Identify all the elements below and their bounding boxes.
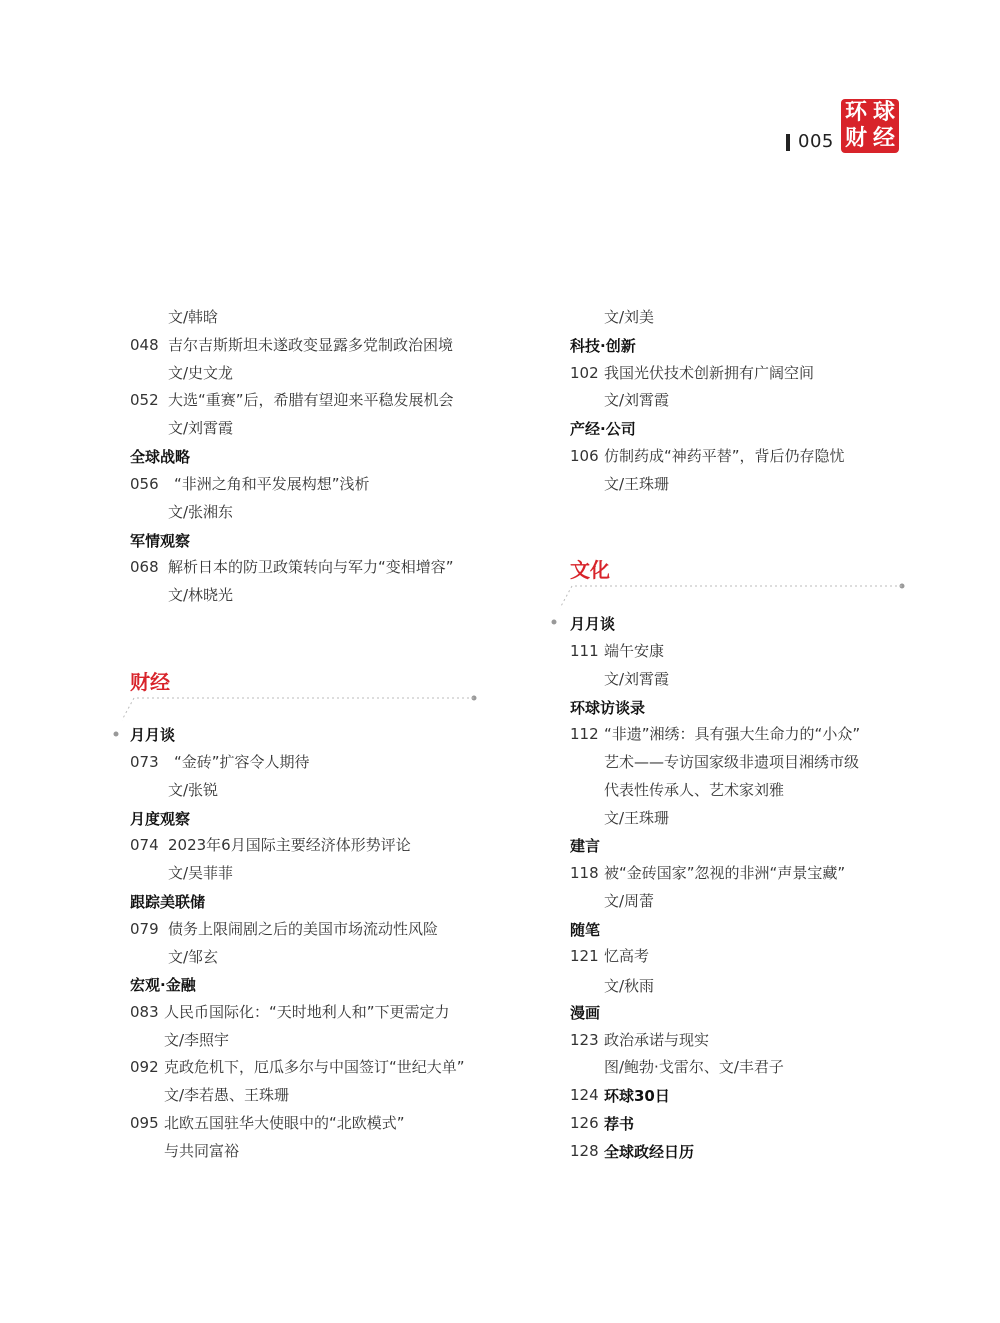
toc-page-number: 052 [130, 391, 159, 409]
category-heading: 军情观察 [130, 532, 191, 550]
seal-char: 财 [844, 126, 867, 151]
toc-title[interactable]: 解析日本的防卫政策转向与军力“变相增容” [168, 558, 454, 576]
toc-page-number: 102 [570, 364, 599, 382]
toc-title[interactable]: 端午安康 [604, 642, 665, 660]
toc-author: 文/刘霄霞 [604, 391, 670, 409]
toc-page-number: 123 [570, 1031, 599, 1049]
toc-author: 图/鲍勃·戈雷尔、文/丰君子 [604, 1058, 784, 1076]
category-heading: 月月谈 [570, 615, 616, 633]
toc-page-number: 074 [130, 836, 159, 854]
toc-title[interactable]: “非洲之角和平发展构想”浅析 [174, 475, 370, 493]
toc-title[interactable]: 大选“重赛”后，希腊有望迎来平稳发展机会 [168, 391, 454, 409]
toc-author: 文/张锐 [168, 781, 219, 799]
toc-page-number: 118 [570, 864, 599, 882]
section-title-wenhua: 文化 [570, 558, 610, 582]
toc-page-number: 095 [130, 1114, 159, 1132]
toc-author: 文/林晓光 [168, 586, 234, 604]
toc-author: 文/王珠珊 [604, 475, 670, 493]
toc-title[interactable]: “金砖”扩容令人期待 [174, 753, 310, 771]
page-number-bar [786, 134, 790, 151]
toc-page-number: 092 [130, 1058, 159, 1076]
toc-author: 文/秋雨 [604, 977, 655, 995]
toc-page-number: 124 [570, 1086, 599, 1104]
seal-char: 经 [872, 126, 895, 151]
toc-page-number: 056 [130, 475, 159, 493]
toc-title[interactable]: 我国光伏技术创新拥有广阔空间 [604, 364, 815, 382]
toc-author: 文/周蕾 [604, 892, 655, 910]
toc-title[interactable]: 克政危机下，厄瓜多尔与中国签订“世纪大单” [164, 1058, 465, 1076]
category-heading: 漫画 [570, 1004, 601, 1022]
toc-page-number: 121 [570, 947, 599, 965]
category-heading: 产经·公司 [570, 420, 636, 438]
section-title-caijing: 财经 [130, 670, 170, 694]
seal-char: 球 [872, 100, 895, 125]
toc-title[interactable]: 吉尔吉斯斯坦未遂政变显露多党制政治困境 [168, 336, 454, 354]
toc-title[interactable]: “非遗”湘绣：具有强大生命力的“小众” [604, 725, 861, 743]
toc-author: 文/李若愚、王珠珊 [164, 1086, 290, 1104]
toc-page-number: 106 [570, 447, 599, 465]
category-heading: 随笔 [570, 921, 601, 939]
toc-author: 文/李照宇 [164, 1031, 230, 1049]
toc-author: 文/韩晗 [168, 308, 219, 326]
toc-title[interactable]: 债务上限闹剧之后的美国市场流动性风险 [168, 920, 439, 938]
toc-author: 文/刘霄霞 [168, 419, 234, 437]
toc-author: 文/王珠珊 [604, 809, 670, 827]
toc-page-number: 079 [130, 920, 159, 938]
toc-title[interactable]: 人民币国际化：“天时地利人和”下更需定力 [164, 1003, 450, 1021]
toc-title[interactable]: 忆高考 [604, 947, 650, 965]
toc-page-number: 083 [130, 1003, 159, 1021]
category-heading: 建言 [570, 837, 601, 855]
magazine-logo-seal [842, 100, 898, 152]
toc-page-number: 068 [130, 558, 159, 576]
toc-page-number: 111 [570, 642, 599, 660]
page-number: 005 [798, 131, 834, 152]
toc-title[interactable]: 政治承诺与现实 [604, 1031, 710, 1049]
toc-title-continued[interactable]: 代表性传承人、艺术家刘雅 [604, 781, 785, 799]
toc-title[interactable]: 荐书 [604, 1115, 635, 1133]
category-heading: 全球战略 [130, 448, 191, 466]
category-heading: 跟踪美联储 [130, 893, 206, 911]
toc-author: 文/刘霄霞 [604, 670, 670, 688]
toc-page-number: 128 [570, 1142, 599, 1160]
toc-author: 文/张湘东 [168, 503, 234, 521]
toc-title-continued[interactable]: 与共同富裕 [164, 1142, 240, 1160]
toc-title[interactable]: 2023年6月国际主要经济体形势评论 [168, 836, 411, 854]
toc-page-number: 048 [130, 336, 159, 354]
toc-author: 文/吴菲菲 [168, 864, 234, 882]
toc-title[interactable]: 北欧五国驻华大使眼中的“北欧模式” [164, 1114, 405, 1132]
category-heading: 宏观·金融 [130, 976, 196, 994]
toc-page-number: 112 [570, 725, 599, 743]
toc-title[interactable]: 仿制药成“神药平替”，背后仍存隐忧 [604, 447, 845, 465]
seal-char: 环 [844, 100, 867, 125]
toc-author: 文/刘美 [604, 308, 655, 326]
category-heading: 月度观察 [130, 810, 191, 828]
toc-title[interactable]: 被“金砖国家”忽视的非洲“声景宝藏” [604, 864, 846, 882]
toc-title-continued[interactable]: 艺术——专访国家级非遗项目湘绣市级 [604, 753, 860, 771]
category-heading: 科技·创新 [570, 337, 636, 355]
category-heading: 环球访谈录 [570, 699, 646, 717]
toc-author: 文/邹玄 [168, 948, 219, 966]
toc-page-number: 126 [570, 1114, 599, 1132]
toc-title[interactable]: 全球政经日历 [604, 1143, 695, 1161]
toc-title[interactable]: 环球30日 [604, 1087, 670, 1105]
toc-page-number: 073 [130, 753, 159, 771]
toc-author: 文/史文龙 [168, 364, 234, 382]
category-heading: 月月谈 [130, 726, 176, 744]
